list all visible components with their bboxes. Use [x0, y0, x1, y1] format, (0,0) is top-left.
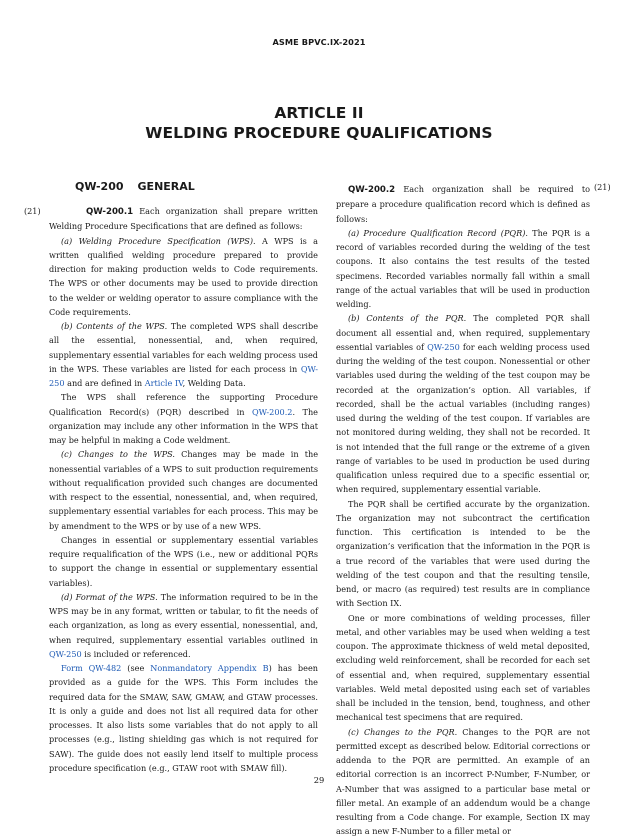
paragraph-label: (b) Contents of the PQR.: [348, 313, 467, 324]
link-qw-200-2[interactable]: QW-200.2: [252, 406, 293, 417]
paragraph-text: Changes in essential or supplementary essential variables require requalification of the WPS (i.e., new or additional PQRs to support the change in essential or supplementary essential variables).: [49, 534, 318, 588]
paragraph-id: QW-200.1: [86, 207, 134, 217]
link-article-iv[interactable]: Article IV: [144, 378, 183, 388]
paragraph-text: The information required to be in the WPS may be in any format, written or tabular, to fit the needs of each organization, as long as every essential, nonessential, and, when required, supplementary essential variables outlined in: [49, 591, 318, 645]
paragraph-text: The WPS shall reference the supporting Procedure Qualification Record(s) (PQR) described in: [49, 392, 318, 417]
paragraph-text: The PQR shall be certified accurate by the organization. The organization may not subcontract the certification function. This certification is intended to be the organization’s verification that the information in the PQR is a true record of the variables that were used during the welding of the test coupon and that the resulting tensile, bend, or macro (as required) test results are in compliance with Section IX.: [336, 498, 590, 609]
paragraph-text: The completed WPS shall describe all the essential, nonessential, and, when required, supplementary essential variables for each welding process used in the WPS. These variables are listed for each process in: [49, 321, 318, 374]
article-number: ARTICLE II: [274, 104, 364, 122]
paragraph-label: (c) Changes to the WPS.: [61, 449, 176, 460]
link-nonmandatory-appendix-b[interactable]: Nonmandatory Appendix B: [150, 663, 269, 673]
paragraph-wps-changes: [49, 447, 318, 533]
section-heading: [75, 180, 195, 193]
paragraph-text: . The organization may include any other information in the WPS that may be helpful in making a Code weldment.: [49, 406, 318, 445]
paragraph-id: QW-200.2: [348, 185, 396, 195]
paragraph-text: is included or referenced.: [81, 648, 191, 659]
article-title: WELDING PROCEDURE QUALIFICATIONS: [145, 124, 493, 142]
paragraph-text: and are defined in: [64, 378, 145, 388]
paragraph-text: Changes to the PQR are not permitted except as described below. Editorial corrections or addenda to the PQR are permitted. An example of an editorial correction is an incorrect P-Number, F-Number, or A-Number that was assigned to a particular base metal or filler metal. An example of an addendum would be a change resulting from a Code change. For example, Section IX may assign a new F-Number to a filler metal or: [336, 726, 591, 837]
paragraph-pqr-contents: [336, 311, 590, 496]
paragraph-text: Each organization shall prepare written Welding Procedure Specifications that are defined as follows:: [49, 206, 318, 232]
paragraph-text: , Welding Data.: [182, 378, 246, 388]
paragraph-label: (a) Procedure Qualification Record (PQR).: [348, 227, 528, 238]
section-number: QW-200: [75, 180, 124, 193]
right-column: [336, 182, 590, 839]
section-title: GENERAL: [137, 180, 195, 193]
paragraph-text: One or more combinations of welding processes, filler metal, and other variables may be used when welding a test coupon. The approximate thickness of weld metal deposited, excluding weld reinforcement, shall be recorded for each set of essential and, when required, supplementary essential variables. Weld metal deposited using each set of variables shall be included in the tension, bend, toughness, and other mechanical test specimens that are required.: [336, 612, 590, 723]
paragraph-pqr-combinations: [336, 611, 590, 725]
paragraph-wps-pqr-reference: [49, 390, 318, 447]
paragraph-wps-contents: [49, 319, 318, 390]
revision-mark-right: (21): [594, 182, 611, 192]
paragraph-text: A WPS is a written qualified welding procedure prepared to provide direction for making production welds to Code requirements. The WPS or other documents may be used to provide direction to the welder or welding operator to assure compliance with the Code requirements.: [49, 235, 318, 317]
paragraph-text: The PQR is a record of variables recorded during the welding of the test coupons. It also contains the test results of the tested specimens. Recorded variables normally fall within a small range of the actual variables that will be used in production welding.: [336, 227, 590, 309]
paragraph-pqr-definition: [336, 226, 590, 312]
page-number: 29: [313, 775, 325, 785]
paragraph-text: The completed PQR shall document all essential and, when required, supplementary essential variables of: [336, 313, 590, 352]
paragraph-wps-requalification: [49, 533, 318, 590]
paragraph-qw-200-1: [49, 204, 318, 234]
paragraph-wps-definition: [49, 234, 318, 320]
paragraph-pqr-certification: [336, 497, 590, 611]
paragraph-label: (d) Format of the WPS.: [61, 591, 158, 602]
paragraph-label: (a) Welding Procedure Specification (WPS).: [61, 235, 256, 246]
paragraph-wps-format: [49, 590, 318, 661]
paragraph-text: Each organization shall be required to prepare a procedure qualification record which is defined as follows:: [336, 184, 590, 224]
paragraph-text: for each welding process used during the welding of the test coupon. Nonessential or other variables used during the welding of the test coupon may be recorded at the organization’s option. All variables, if recorded, shall be the actual variables (including ranges) used during the welding of the test coupon. If variables are not monitored during welding, they shall not be recorded. It is not intended that the full range or the extreme of a given range of variables to be used in production be used during qualification unless required due to a specific essential or, when required, supplementary essential variable.: [336, 341, 590, 495]
link-form-qw-482[interactable]: Form QW-482: [61, 663, 122, 673]
paragraph-label: (b) Contents of the WPS.: [61, 321, 168, 331]
paragraph-form-qw-482: [49, 661, 318, 775]
paragraph-qw-200-2: [336, 182, 590, 226]
running-head: ASME BPVC.IX-2021: [272, 37, 366, 47]
link-qw-250[interactable]: QW-250: [49, 648, 82, 659]
link-qw-250[interactable]: QW-250: [49, 363, 318, 388]
paragraph-text: ) has been provided as a guide for the WPS. This Form includes the required data for the SMAW, SAW, GMAW, and GTAW processes. It is only a guide and does not list all required data for other processes. It also lists some variables that do not apply to all processes (e.g., listing shielding gas which is not required for SAW). The guide does not easily lend itself to multiple process procedure specification (e.g., GTAW root with SMAW fill).: [49, 663, 318, 773]
revision-mark-left: (21): [24, 206, 41, 216]
left-column: [49, 204, 318, 775]
paragraph-text: Changes may be made in the nonessential variables of a WPS to suit production requirements without requalification provided such changes are documented with respect to the essential, nonessential, and, when required, supplementary essential variables for each process. This may be by amendment to the WPS or by use of a new WPS.: [49, 449, 319, 531]
paragraph-label: (c) Changes to the PQR.: [348, 726, 458, 737]
paragraph-text: (see: [121, 663, 151, 673]
link-qw-250[interactable]: QW-250: [427, 341, 460, 352]
